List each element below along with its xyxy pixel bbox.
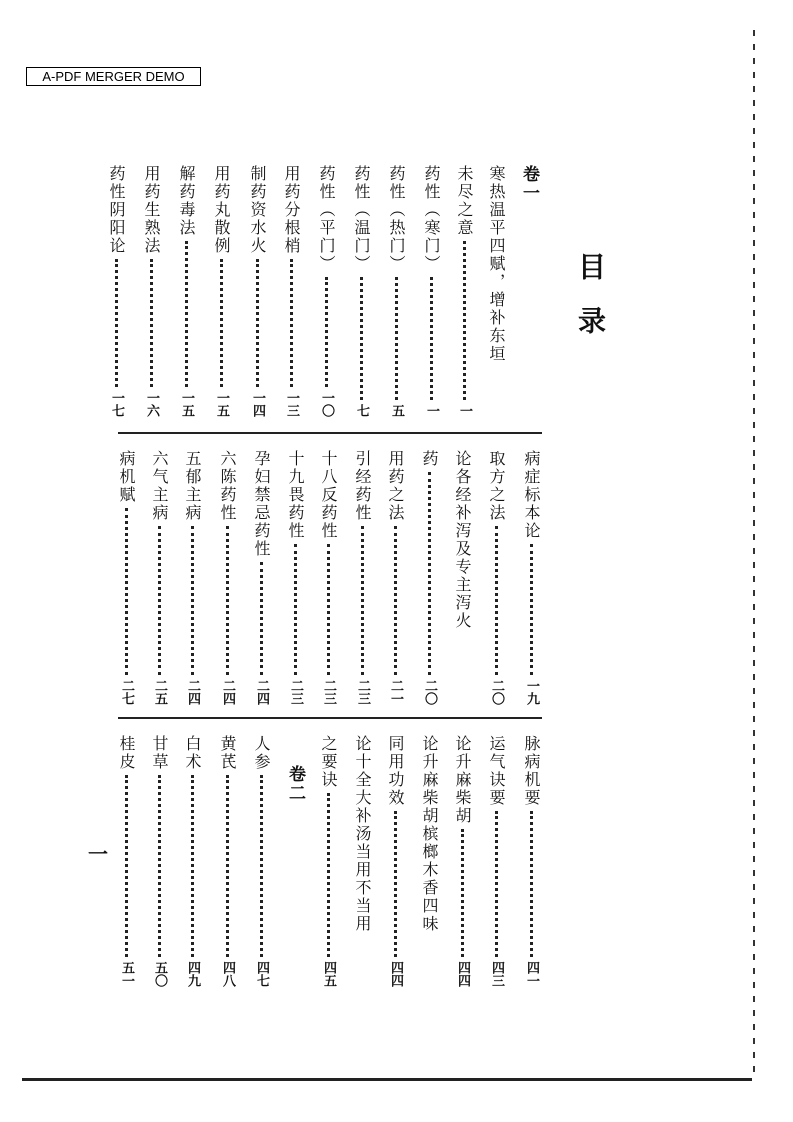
leader-dots [428, 472, 431, 675]
toc-page-number: 一四 [250, 391, 265, 417]
leader-dots [185, 241, 188, 387]
toc-page-number: 二四 [220, 679, 235, 705]
toc-entry-title: 五郁主病 [183, 450, 202, 522]
leader-dots [256, 259, 259, 387]
toc-entry-title: 制药资水火 [248, 165, 267, 255]
toc-entry-title: 论十全大补汤当用不当用 [353, 735, 372, 933]
toc-entry [218, 450, 236, 705]
toc-entry [522, 450, 540, 705]
toc-page-number: 一五 [179, 391, 194, 417]
toc-page-number: 二四 [254, 679, 269, 705]
volume-label: 卷二 [285, 765, 305, 803]
toc-entry [453, 450, 471, 705]
toc-entry [252, 735, 270, 987]
toc-entry [282, 165, 300, 417]
toc-entry [212, 165, 230, 417]
toc-entry [319, 735, 337, 987]
toc-page-number: 四八 [220, 961, 235, 987]
toc-entry-title: 用药丸散例 [212, 165, 231, 255]
toc-entry-title: 人参 [252, 735, 271, 771]
toc-page-number: 四三 [489, 961, 504, 987]
toc-entry [218, 735, 236, 987]
toc-page-number: 一〇 [319, 391, 334, 417]
leader-dots [530, 544, 533, 675]
toc-entry [386, 735, 404, 987]
leader-dots [191, 775, 194, 957]
toc-entry-title: 用药之法 [386, 450, 405, 522]
toc-entry [317, 165, 335, 417]
toc-entry-title: 之要诀 [319, 735, 338, 789]
toc-page-number: 二三 [321, 679, 336, 705]
toc-page-number: 一三 [284, 391, 299, 417]
toc-entry-title: 甘草 [150, 735, 169, 771]
toc-entry-title: 孕妇禁忌药性 [252, 450, 271, 558]
toc-entry-title: 脉病机要 [522, 735, 541, 807]
leader-dots [325, 277, 328, 387]
volume-heading [520, 165, 538, 203]
toc-entry [319, 450, 337, 705]
toc-page-number: 五〇 [152, 961, 167, 987]
leader-dots [226, 526, 229, 675]
toc-page-number: 四一 [524, 961, 539, 987]
leader-dots [125, 508, 128, 675]
toc-entry-title: 寒热温平四赋，增补东垣 [487, 165, 506, 363]
toc-entry [117, 450, 135, 705]
toc-entry-title: 论各经补泻及专主泻火 [453, 450, 472, 630]
toc-entry-title: 药性（温门） [352, 165, 371, 273]
toc-entry-title: 同用功效 [386, 735, 405, 807]
page-edge [753, 30, 755, 1075]
toc-entry-title: 十八反药性 [319, 450, 338, 540]
toc-entry [177, 165, 195, 417]
leader-dots [125, 775, 128, 957]
watermark-label: A-PDF MERGER DEMO [26, 67, 201, 86]
toc-page-number: 二七 [119, 679, 134, 705]
leader-dots [158, 775, 161, 957]
volume-label: 卷一 [519, 165, 539, 203]
leader-dots [260, 775, 263, 957]
toc-entry [248, 165, 266, 417]
toc-entry [455, 165, 473, 417]
toc-entry-title: 病机赋 [117, 450, 136, 504]
leader-dots [430, 277, 433, 400]
toc-entry-title: 十九畏药性 [286, 450, 305, 540]
toc-entry-title: 用药生熟法 [142, 165, 161, 255]
toc-entry-title: 运气诀要 [487, 735, 506, 807]
leader-dots [290, 259, 293, 387]
toc-entry-title: 未尽之意 [455, 165, 474, 237]
toc-page-number: 一五 [214, 391, 229, 417]
volume-heading [286, 765, 304, 803]
leader-dots [395, 277, 398, 400]
leader-dots [495, 526, 498, 675]
page-title: 目录 [574, 252, 607, 360]
toc-entry-title: 药性（热门） [387, 165, 406, 273]
toc-entry-title: 药性阴阳论 [107, 165, 126, 255]
leader-dots [158, 526, 161, 675]
leader-dots [463, 241, 466, 400]
leader-dots [361, 526, 364, 675]
toc-entry [487, 450, 505, 705]
toc-entry [252, 450, 270, 705]
toc-entry-title: 取方之法 [487, 450, 506, 522]
toc-entry [107, 165, 125, 417]
toc-page-number: 四七 [254, 961, 269, 987]
leader-dots [495, 811, 498, 957]
toc-entry-title: 药性（寒门） [422, 165, 441, 273]
toc-entry [353, 735, 371, 987]
page-number-marker: 一 [88, 842, 108, 866]
toc-entry-title: 六陈药性 [218, 450, 237, 522]
toc-entry [353, 450, 371, 705]
toc-entry [142, 165, 160, 417]
toc-entry [420, 450, 438, 705]
toc-entry [183, 735, 201, 987]
toc-entry [487, 165, 505, 417]
section-divider [118, 432, 542, 434]
toc-page-number: 四九 [185, 961, 200, 987]
toc-entry [453, 735, 471, 987]
toc-entry-title: 解药毒法 [177, 165, 196, 237]
toc-page-number: 二〇 [489, 679, 504, 705]
toc-entry [420, 735, 438, 987]
toc-page-number: 二五 [152, 679, 167, 705]
leader-dots [461, 829, 464, 957]
leader-dots [191, 526, 194, 675]
toc-page-number: 一 [424, 404, 439, 417]
leader-dots [360, 277, 363, 400]
toc-entry [150, 450, 168, 705]
toc-entry [117, 735, 135, 987]
toc-entry-title: 六气主病 [150, 450, 169, 522]
leader-dots [530, 811, 533, 957]
toc-entry [387, 165, 405, 417]
toc-entry [286, 450, 304, 705]
toc-entry-title: 论升麻柴胡 [453, 735, 472, 825]
leader-dots [294, 544, 297, 675]
toc-page-number: 二三 [288, 679, 303, 705]
leader-dots [394, 811, 397, 957]
leader-dots [220, 259, 223, 387]
toc-page-number: 四五 [321, 961, 336, 987]
toc-entry-title: 黄芪 [218, 735, 237, 771]
leader-dots [150, 259, 153, 387]
section-divider [118, 717, 542, 719]
toc-entry-title: 药性（平门） [317, 165, 336, 273]
page-bottom-edge [22, 1078, 752, 1081]
toc-page-number: 七 [354, 404, 369, 417]
leader-dots [327, 793, 330, 957]
leader-dots [115, 259, 118, 387]
toc-page-number: 一七 [109, 391, 124, 417]
toc-entry-title: 病症标本论 [522, 450, 541, 540]
leader-dots [226, 775, 229, 957]
toc-page-number: 二四 [185, 679, 200, 705]
toc-entry [422, 165, 440, 417]
toc-entry-title: 论升麻柴胡槟榔木香四味 [420, 735, 439, 933]
toc-page-number: 二〇 [422, 679, 437, 705]
toc-page-number: 二三 [355, 679, 370, 705]
leader-dots [327, 544, 330, 675]
toc-entry-title: 药 [420, 450, 439, 468]
toc-entry [522, 735, 540, 987]
toc-page-number: 二一 [388, 679, 403, 705]
toc-entry [386, 450, 404, 705]
toc-page-number: 四四 [455, 961, 470, 987]
toc-page-number: 四四 [388, 961, 403, 987]
toc-entry-title: 桂皮 [117, 735, 136, 771]
toc-entry [150, 735, 168, 987]
toc-entry [487, 735, 505, 987]
toc-page-number: 一 [457, 404, 472, 417]
toc-entry [183, 450, 201, 705]
leader-dots [260, 562, 263, 675]
toc-entry [352, 165, 370, 417]
toc-entry-title: 引经药性 [353, 450, 372, 522]
toc-page-number: 五 [389, 404, 404, 417]
leader-dots [394, 526, 397, 675]
toc-page-number: 五一 [119, 961, 134, 987]
toc-entry-title: 白术 [183, 735, 202, 771]
toc-page-number: 一六 [144, 391, 159, 417]
toc-page-number: 一九 [524, 679, 539, 705]
toc-entry-title: 用药分根梢 [282, 165, 301, 255]
